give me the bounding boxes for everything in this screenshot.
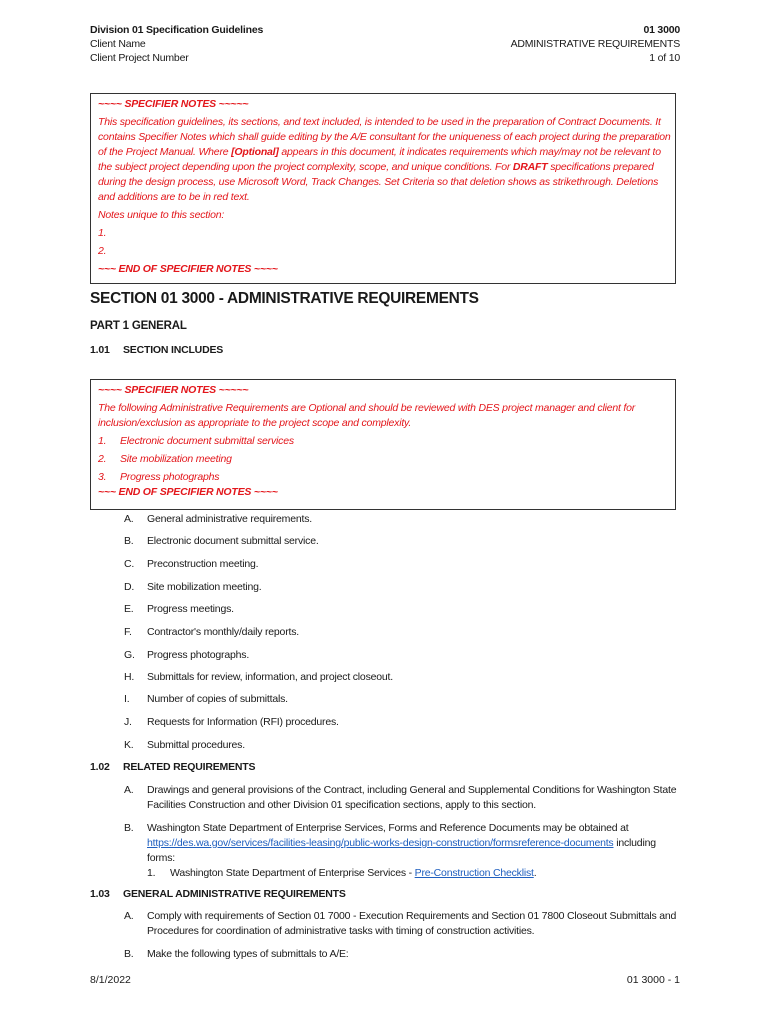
footer-page-number: 01 3000 - 1 [626,974,680,986]
item-text-start: Washington State Department of Enterprise Services, Forms and Reference Documents may be obtained at [147,822,629,834]
section-title: SECTION 01 3000 - ADMINISTRATIVE REQUIREMENTS [90,290,479,307]
list-item [124,512,680,527]
optional-item-1 [98,434,671,449]
item-text: Number of copies of submittals. [147,693,288,705]
draft-tag: DRAFT [512,161,548,173]
article-number: 1.03 [90,888,110,900]
item-text: General administrative requirements. [147,513,312,525]
spec-text-a: This specification guidelines, its sections, and text included, is intended to be used in the preparation of Contract Documents. It contains Specifier Notes which shall guide editing by the A/E consultant for the uniqueness of each project during the preparation of the Project Manual. Where [98,116,671,158]
sub-item-number: 1. [147,867,156,879]
header-left [90,23,263,65]
specifier-notes-end: ~~~ END OF SPECIFIER NOTES ~~~~ [98,486,278,498]
footer-date: 8/1/2022 [90,974,131,986]
header-client-name: Client Name [90,38,146,50]
item-letter: K. [124,739,134,751]
header-section-name: ADMINISTRATIVE REQUIREMENTS [510,38,680,50]
item-text: Progress photographs. [147,649,250,661]
spec-text-b: appears in this document, it indicates requirements which may/may not be relevant to the subject project depending upon the project complexity, scope, and unique conditions. For [98,146,661,173]
item-letter: B. [124,822,134,834]
item-number: 2. [98,453,107,465]
related-item-a [124,783,680,813]
general-item-b [124,947,680,962]
item-number: 1. [98,435,107,447]
notes-unique-label: Notes unique to this section: [98,209,225,221]
item-text: Electronic document submittal service. [147,535,319,547]
header-division: Division 01 Specification Guidelines [90,24,264,36]
item-letter: C. [124,558,135,570]
item-text: Make the following types of submittals to A/E: [147,948,349,960]
header-client-project: Client Project Number [90,52,189,64]
item-text-end: including forms: [147,837,656,864]
item-text: Progress photographs [120,471,220,483]
specifier-notes-heading: ~~~~ SPECIFIER NOTES ~~~~~ [98,98,249,110]
specifier-notes-paragraph: The following Administrative Requirements are Optional and should be reviewed with DES project manager and client for inclusion/exclusion as appropriate to the project scope and complexity. [98,402,636,429]
article-number: 1.01 [90,344,110,356]
item-letter: D. [124,581,135,593]
item-text: Preconstruction meeting. [147,558,259,570]
item-text [147,821,680,866]
list-item [124,738,680,753]
pre-construction-checklist-link[interactable]: Pre-Construction Checklist [414,867,534,879]
des-forms-link[interactable]: https://des.wa.gov/services/facilities-leasing/public-works-design-construction/formsreference-documents [147,837,614,849]
item-text: Requests for Information (RFI) procedures. [147,716,339,728]
item-number: 3. [98,471,107,483]
item-letter: H. [124,671,135,683]
list-item [124,580,680,595]
specifier-notes-box [90,93,676,284]
specifier-notes-paragraph [98,115,671,205]
item-text: Submittals for review, information, and project closeout. [147,671,393,683]
item-letter: E. [124,603,134,615]
item-text: Electronic document submittal services [120,435,294,447]
item-text: Drawings and general provisions of the Contract, including General and Supplemental Conditions for Washington State Facilities Construction and other Division 01 specification sections, apply to this section. [147,784,677,811]
general-item-a [124,909,680,939]
list-item [124,602,680,617]
optional-tag: [Optional] [231,146,279,158]
article-number: 1.02 [90,761,110,773]
item-letter: F. [124,626,132,638]
article-1-02 [90,761,255,773]
item-text: Site mobilization meeting [120,453,232,465]
list-item [124,534,680,549]
item-letter: A. [124,784,134,796]
item-text: Progress meetings. [147,603,234,615]
optional-item-2 [98,452,671,467]
item-letter: I. [124,693,130,705]
list-item [124,557,680,572]
note-item-2: 2. [98,245,107,257]
specifier-notes-box-2 [90,379,676,510]
spec-text-c: specifications prepared during the design process, use Microsoft Word, Track Changes. Set Criteria so that deletion shows as strikethrough. Deletions and additions are to be in red text. [98,161,659,203]
item-text: Contractor's monthly/daily reports. [147,626,299,638]
list-item [124,625,680,640]
article-title: GENERAL ADMINISTRATIVE REQUIREMENTS [123,888,346,900]
item-letter: A. [124,910,134,922]
header-right [511,23,680,65]
sub-item-end: . [533,867,537,879]
optional-item-3 [98,470,671,485]
item-letter: A. [124,513,134,525]
item-text: Comply with requirements of Section 01 7000 - Execution Requirements and Section 01 7800 Closeout Submittals and Procedures for coordination of administrative tasks with timing of construction activities. [147,910,677,937]
specifier-notes-end: ~~~ END OF SPECIFIER NOTES ~~~~ [98,263,278,275]
header-section-number: 01 3000 [643,24,680,36]
sub-item-text: Washington State Department of Enterprise Services - [170,867,415,879]
article-title: RELATED REQUIREMENTS [123,761,256,773]
article-title: SECTION INCLUDES [123,344,224,356]
related-item-b [124,821,680,881]
item-letter: B. [124,948,134,960]
item-text: Submittal procedures. [147,739,245,751]
list-item [124,715,680,730]
item-letter: G. [124,649,135,661]
list-item [124,670,680,685]
note-item-1: 1. [98,227,107,239]
article-1-03 [90,888,346,900]
item-letter: J. [124,716,132,728]
sub-item-1 [147,866,680,881]
item-letter: B. [124,535,134,547]
item-text: Site mobilization meeting. [147,581,262,593]
part-title: PART 1 GENERAL [90,320,187,332]
header-page-count: 1 of 10 [649,52,680,64]
article-1-01 [90,344,223,356]
list-item [124,648,680,663]
list-item [124,692,680,707]
specifier-notes-heading: ~~~~ SPECIFIER NOTES ~~~~~ [98,384,249,396]
